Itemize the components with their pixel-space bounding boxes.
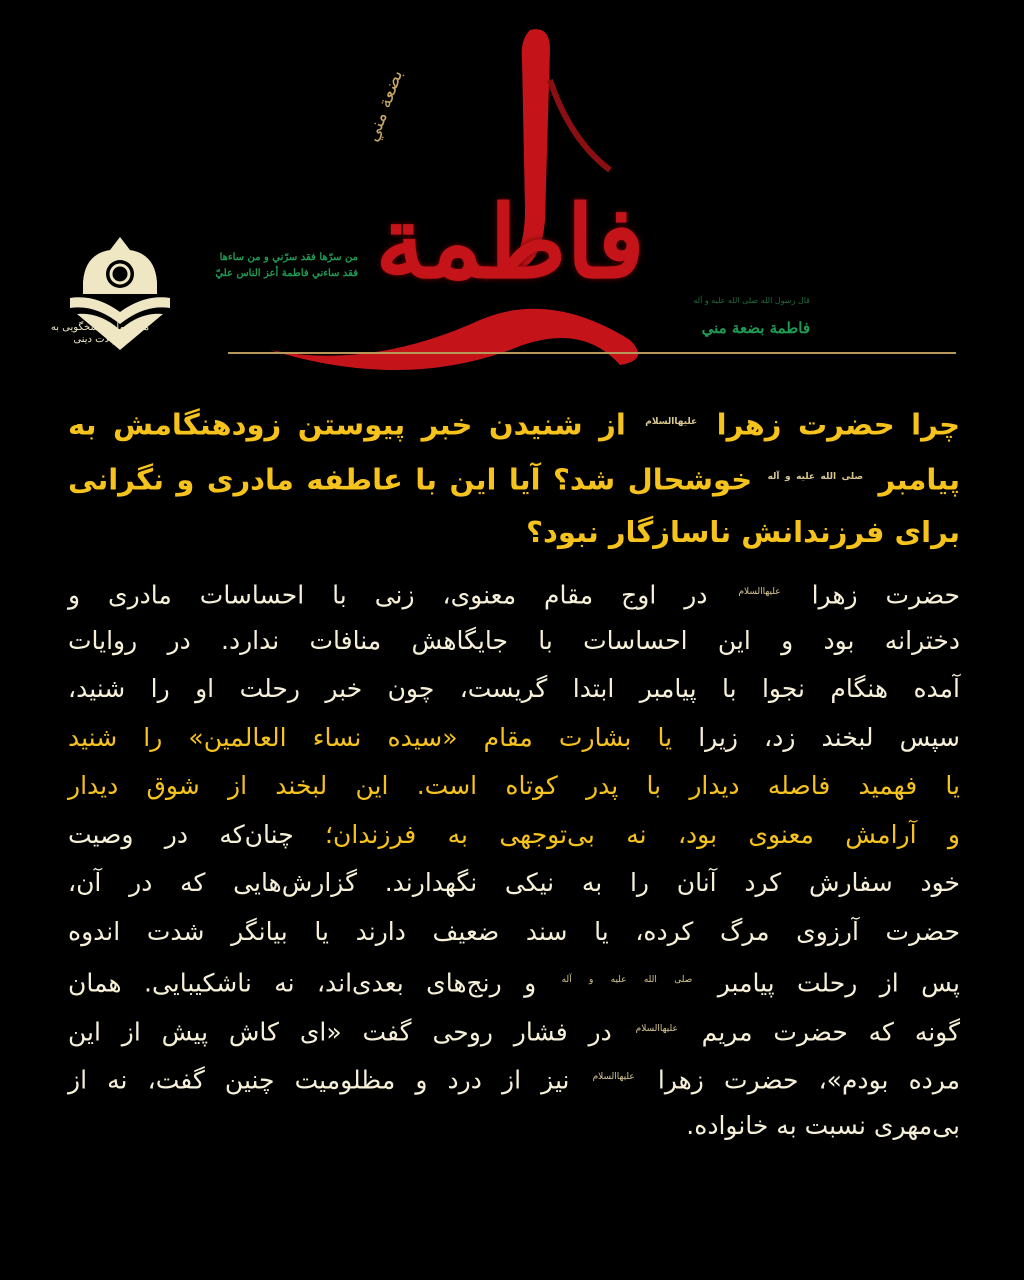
text-segment: گونه که حضرت مریم bbox=[680, 1016, 960, 1046]
answer-line bbox=[68, 665, 960, 713]
text-segment: برای فرزندانش ناسازگار نبود؟ bbox=[526, 515, 960, 549]
text-segment: آمده هنگام نجوا با پیامبر ابتدا گریست، چون خبر رحلت او را شنید، bbox=[68, 674, 960, 703]
text-segment: پس از رحلت پیامبر bbox=[695, 968, 960, 998]
text-segment: دخترانه بود و این احساسات با جایگاهش منافات ندارد. در روایات bbox=[68, 625, 960, 655]
hadith-left-line: من سرّها فقد سرّني و من ساءها bbox=[219, 252, 358, 263]
text-segment: از شنیدن خبر پیوستن زودهنگامش به bbox=[68, 407, 643, 442]
answer-line bbox=[68, 1053, 960, 1101]
honorific-glyph: صلی الله علیه و آله bbox=[767, 472, 864, 482]
question-line bbox=[68, 396, 960, 448]
answer-line bbox=[68, 762, 960, 810]
text-segment: یا فهمید فاصله دیدار با پدر کوتاه است. این لبخند از شوق دیدار bbox=[68, 771, 960, 800]
text-segment: در فشار روحی گفت «ای کاش پیش از این bbox=[68, 1016, 633, 1046]
answer-line bbox=[68, 956, 960, 1004]
divider bbox=[228, 352, 956, 354]
logo-caption: مرکز ملی پاسخگویی به سوالات دینی bbox=[50, 322, 150, 345]
answer-line bbox=[68, 568, 960, 616]
text-segment: نیز از درد و مظلومیت چنین گفت، نه از bbox=[68, 1065, 590, 1095]
text-segment: مرده بودم»، حضرت زهرا bbox=[637, 1065, 960, 1095]
calligraphy-subtitle: بضعة مني bbox=[361, 67, 408, 145]
text-segment: و رنج‌های بعدی‌اند، نه ناشکیبایی. همان bbox=[68, 968, 559, 998]
answer-line bbox=[68, 811, 960, 859]
text-segment: خوشحال شد؟ آیا این با عاطفه مادری و نگرانی bbox=[68, 462, 765, 497]
question-line bbox=[68, 506, 960, 558]
text-segment: پیامبر bbox=[866, 462, 960, 497]
answer-line bbox=[68, 1102, 960, 1150]
answer-line bbox=[68, 1005, 960, 1053]
answer-line bbox=[68, 908, 960, 956]
text-segment: سپس لبخند زد، زیرا bbox=[672, 722, 960, 752]
answer-line bbox=[68, 617, 960, 665]
answer-line bbox=[68, 859, 960, 907]
text-segment: بی‌مهری نسبت به خانواده. bbox=[686, 1110, 960, 1140]
question-line bbox=[68, 451, 960, 503]
answer-line bbox=[68, 714, 960, 762]
text-segment: حضرت زهرا bbox=[783, 580, 960, 610]
hadith-right: فاطمة بضعة مني bbox=[701, 319, 810, 337]
text-segment: یا بشارت مقام «سیده نساء العالمین» را شنید bbox=[68, 722, 673, 752]
text-segment: و آرامش معنوی بود، نه بی‌توجهی به فرزندان؛ bbox=[293, 819, 960, 849]
hadith-attribution: قال رسول الله صلی الله علیه و آله bbox=[693, 296, 810, 305]
text-segment: در اوج مقام معنوی، زنی با احساسات مادری و bbox=[68, 580, 736, 610]
text-segment: خود سفارش کرد آنان را به نیکی نگهدارند. گزارش‌هایی که در آن، bbox=[68, 868, 960, 897]
text-segment: چرا حضرت زهرا bbox=[700, 407, 961, 442]
honorific-glyph: علیهاالسلام bbox=[592, 1072, 635, 1082]
honorific-glyph: علیهاالسلام bbox=[645, 417, 698, 427]
honorific-glyph: علیهاالسلام bbox=[738, 587, 781, 597]
hadith-left-line: فقد ساءني فاطمة أعز الناس عليّ bbox=[215, 268, 358, 279]
honorific-glyph: علیهاالسلام bbox=[635, 1023, 678, 1034]
text-segment: حضرت آرزوی مرگ کرده، یا سند ضعیف دارند یا بیانگر شدت اندوه bbox=[68, 916, 960, 946]
text-segment: چنان‌که در وصیت bbox=[68, 819, 294, 849]
honorific-glyph: صلی الله علیه و آله bbox=[561, 975, 693, 985]
calligraphy-title: فاطمة bbox=[375, 183, 645, 301]
